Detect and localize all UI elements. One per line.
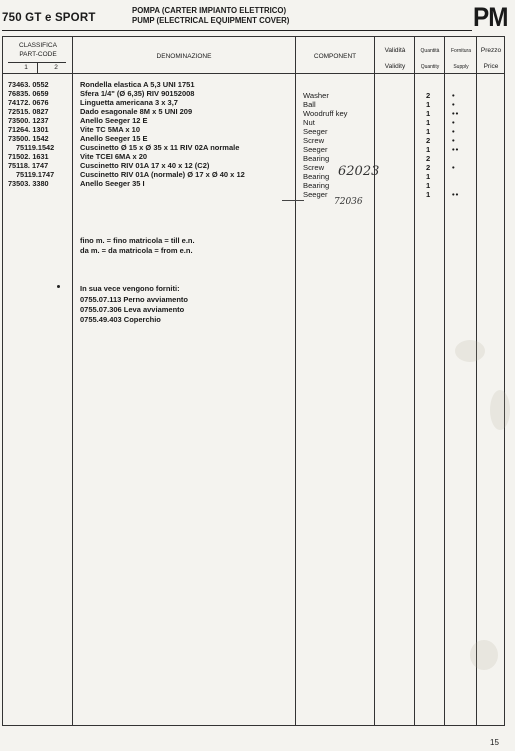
- part-code: 75119.1542: [16, 143, 55, 152]
- header-validity: [374, 43, 416, 75]
- part-code: 73500. 1542: [8, 134, 49, 143]
- part-quantity: 1: [426, 109, 431, 118]
- header-component: COMPONENT: [313, 53, 357, 60]
- part-code: 72515. 0827: [8, 107, 49, 116]
- col-divider-code: [72, 36, 73, 726]
- part-component: Bearing: [303, 172, 330, 181]
- part-description: Cuscinetto RIV 01A 17 x 40 x 12 (C2): [80, 161, 210, 170]
- header-quantity: [414, 43, 446, 75]
- header-rule: [2, 30, 472, 31]
- replacement-intro: In sua vece vengono forniti:: [80, 284, 180, 293]
- part-supply: •: [452, 163, 456, 172]
- part-quantity: 1: [426, 100, 431, 109]
- part-component: Bearing: [303, 154, 330, 163]
- header-quantity-line1: Quantità: [420, 48, 440, 54]
- part-supply: ••: [452, 109, 460, 118]
- part-code: 74172. 0676: [8, 98, 49, 107]
- part-code: 73500. 1237: [8, 116, 49, 125]
- header-validity-line2: Validity: [384, 63, 406, 70]
- part-component: Woodruff key: [303, 109, 348, 118]
- part-component: Seeger: [303, 127, 328, 136]
- section-title-italian: POMPA (CARTER IMPIANTO ELETTRICO): [132, 6, 287, 15]
- part-description: Sfera 1/4" (Ø 6,35) RIV 90152008: [80, 89, 195, 98]
- bullet-mark: [57, 285, 60, 288]
- part-component: Screw: [303, 163, 325, 172]
- part-description: Linguetta americana 3 x 3,7: [80, 98, 178, 107]
- part-supply: •: [452, 100, 456, 109]
- note-from-engine-number: da m. = da matricola = from e.n.: [80, 246, 193, 255]
- part-supply: •: [452, 127, 456, 136]
- model-title: 750 GT e SPORT: [2, 12, 96, 24]
- part-description: Vite TC 5MA x 10: [80, 125, 141, 134]
- part-quantity: 1: [426, 190, 431, 199]
- partcode-subheader-divider: [37, 62, 38, 73]
- header-denominazione: DENOMINAZIONE: [156, 53, 212, 60]
- part-quantity: 1: [426, 118, 431, 127]
- part-supply: ••: [452, 190, 460, 199]
- section-code: PM: [473, 2, 508, 32]
- col-divider-desc: [295, 36, 296, 726]
- part-quantity: 2: [426, 163, 431, 172]
- part-component: Seeger: [303, 190, 328, 199]
- part-description: Anello Seeger 15 E: [80, 134, 148, 143]
- part-quantity: 1: [426, 145, 431, 154]
- part-quantity: 2: [426, 154, 431, 163]
- header-partcode-line1: CLASSIFICA: [19, 42, 57, 49]
- header-sub-2: 2: [54, 64, 58, 71]
- part-supply: ••: [452, 145, 460, 154]
- replacement-item: 0755.49.403 Coperchio: [80, 315, 161, 324]
- part-description: Cuscinetto Ø 15 x Ø 35 x 11 RIV 02A normale: [80, 143, 240, 152]
- paper-stain: [455, 340, 485, 362]
- header-quantity-line2: Quantity: [420, 64, 440, 70]
- handwritten-note-bearing-2: 72036: [334, 197, 363, 207]
- part-component: Nut: [303, 118, 315, 127]
- part-supply: •: [452, 91, 456, 100]
- replacement-item: 0755.07.113 Perno avviamento: [80, 295, 188, 304]
- part-component: Washer: [303, 91, 329, 100]
- part-component: Seeger: [303, 145, 328, 154]
- handwritten-arrow: [282, 200, 304, 201]
- part-description: Anello Seeger 35 I: [80, 179, 145, 188]
- part-quantity: 1: [426, 172, 431, 181]
- paper-stain: [490, 390, 510, 430]
- part-code: 75119.1747: [16, 170, 55, 179]
- paper-stain: [470, 640, 498, 670]
- part-quantity: 2: [426, 91, 431, 100]
- header-price-line2: Price: [483, 63, 499, 70]
- table-border-right: [504, 36, 505, 726]
- part-quantity: 1: [426, 181, 431, 190]
- section-title-english: PUMP (ELECTRICAL EQUIPMENT COVER): [132, 16, 290, 25]
- part-description: Anello Seeger 12 E: [80, 116, 148, 125]
- header-sub-1: 1: [24, 64, 28, 71]
- part-description: Vite TCEI 6MA x 20: [80, 152, 148, 161]
- part-code: 73463. 0552: [8, 80, 49, 89]
- part-supply: •: [452, 136, 456, 145]
- header-partcode-line2: PART-CODE: [19, 51, 57, 58]
- replacement-item: 0755.07.306 Leva avviamento: [80, 305, 185, 314]
- part-code: 75118. 1747: [8, 161, 49, 170]
- header-price-line1: Prezzo: [480, 47, 502, 54]
- header-validity-line1: Validità: [384, 47, 406, 54]
- table-bottom-border: [2, 725, 505, 726]
- header-supply: [445, 43, 477, 75]
- part-description: Cuscinetto RIV 01A (normale) Ø 17 x Ø 40 x 12: [80, 170, 245, 179]
- header-supply-line1: Fornitura: [450, 48, 471, 54]
- header-partcode: [8, 41, 68, 59]
- part-component: Screw: [303, 136, 325, 145]
- part-code: 76835. 0659: [8, 89, 49, 98]
- part-code: 71502. 1631: [8, 152, 49, 161]
- part-component: Bearing: [303, 181, 330, 190]
- note-till-engine-number: fino m. = fino matricola = till e.n.: [80, 236, 195, 245]
- col-divider-validity: [414, 36, 415, 726]
- header-supply-line2: Supply: [453, 64, 469, 70]
- col-divider-component: [374, 36, 375, 726]
- part-description: Dado esagonale 8M x 5 UNI 209: [80, 107, 193, 116]
- part-code: 73503. 3380: [8, 179, 49, 188]
- col-divider-qty: [444, 36, 445, 726]
- page-number: 15: [490, 738, 499, 747]
- part-code: 71264. 1301: [8, 125, 49, 134]
- part-description: Rondella elastica A 5,3 UNI 1751: [80, 80, 195, 89]
- header-price: [476, 43, 506, 75]
- part-component: Ball: [303, 100, 316, 109]
- part-quantity: 2: [426, 136, 431, 145]
- part-supply: •: [452, 118, 456, 127]
- handwritten-note-bearing: 62023: [338, 164, 380, 179]
- part-quantity: 1: [426, 127, 431, 136]
- col-divider-supply: [476, 36, 477, 726]
- table-border-left: [2, 36, 3, 726]
- table-top-border: [2, 36, 505, 37]
